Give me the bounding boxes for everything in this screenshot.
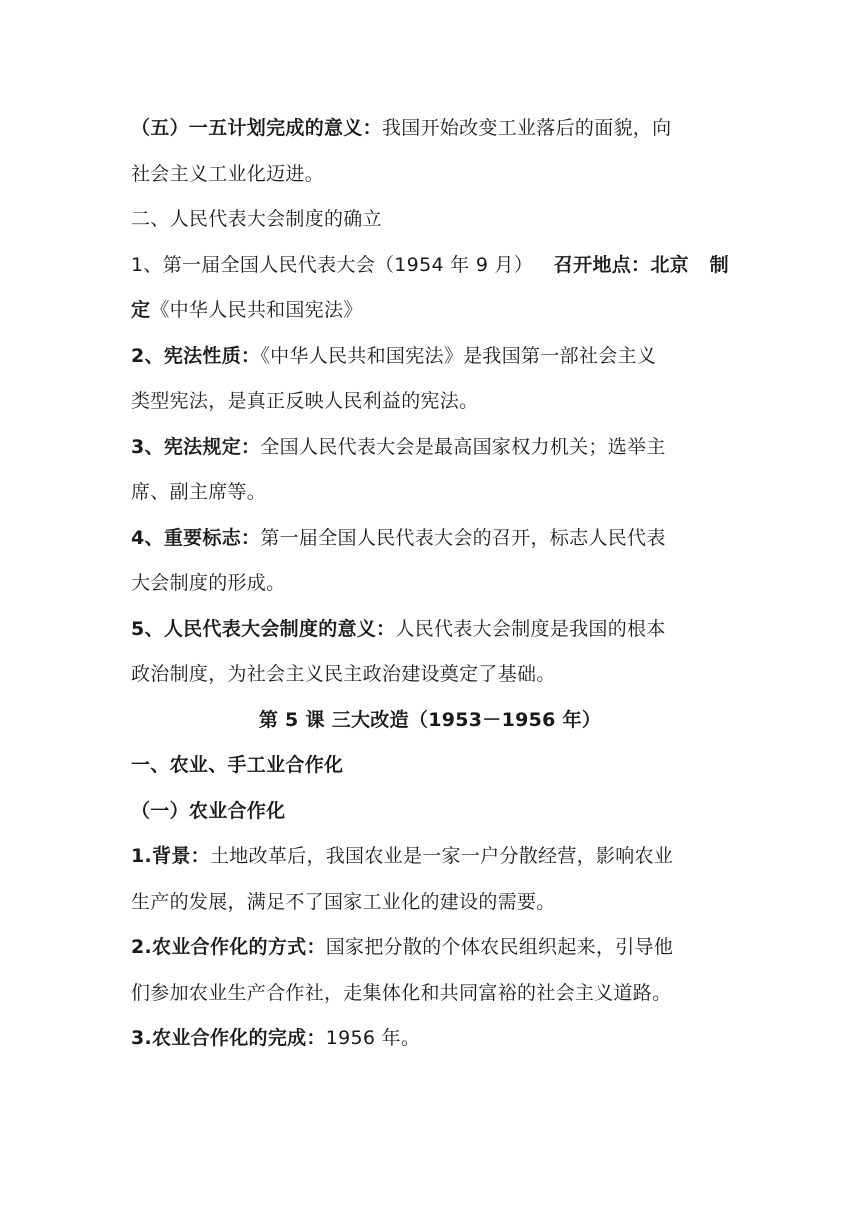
bold-heading: 3、宪法规定： [131,435,261,458]
paragraph-text: 《中华人民共和国宪法》是我国第一部社会主义 [260,344,657,367]
paragraph-line: 席、副主席等。 [131,481,267,503]
paragraph-line [131,607,729,653]
section-heading: 二、人民代表大会制度的确立 [131,208,382,230]
paragraph-text: 第一届全国人民代表大会的召开，标志人民代表 [260,526,666,549]
paragraph-line [131,1016,729,1062]
paragraph-line [131,425,729,471]
paragraph-line [131,516,729,562]
bold-heading: 定 [131,299,151,321]
bold-heading: 2.农业合作化的方式： [131,936,326,958]
paragraph-text: 《中华人民共和国宪法》 [150,299,363,321]
paragraph-line [131,925,729,971]
bold-heading: 1.背景： [131,845,210,867]
paragraph-line: 社会主义工业化迈进。 [131,162,325,185]
bold-heading: （五）一五计划完成的意义： [131,117,382,139]
paragraph-text: 我国开始改变工业落后的面貌，向 [381,117,672,139]
paragraph-text: 全国人民代表大会是最高国家权力机关；选举主 [260,435,666,458]
bold-heading: 5、人民代表大会制度的意义： [131,617,396,640]
subsection-heading: （一）农业合作化 [131,799,286,822]
bold-heading: 召开地点：北京 [553,253,689,276]
paragraph-text: 土地改革后，我国农业是一家一户分散经营，影响农业 [209,845,674,867]
paragraph-line: 大会制度的形成。 [131,572,286,594]
paragraph-text: 1956 年。 [325,1027,421,1049]
section-heading: 一、农业、手工业合作化 [131,754,344,776]
bold-heading: 4、重要标志： [131,526,261,549]
paragraph-line [131,106,729,152]
paragraph-line [131,834,729,880]
paragraph-line: 类型宪法，是真正反映人民利益的宪法。 [131,390,479,412]
lesson-title: 第 5 课 三大改造（1953－1956 年） [258,708,602,731]
bold-heading: 2、宪法性质： [131,344,261,367]
document-body [131,106,729,1062]
paragraph-line [131,288,729,334]
paragraph-text: 国家把分散的个体农民组织起来，引导他 [325,936,674,958]
paragraph-text: 人民代表大会制度是我国的根本 [395,617,666,640]
bold-heading: 3.农业合作化的完成： [131,1027,326,1049]
paragraph-text: 1、第一届全国人民代表大会（1954 年 9 月） [131,253,534,276]
paragraph-line: 生产的发展，满足不了国家工业化的建设的需要。 [131,890,556,913]
paragraph-line [131,334,729,380]
paragraph-line [131,243,729,289]
bold-heading: 制 [709,253,729,276]
paragraph-line: 们参加农业生产合作社，走集体化和共同富裕的社会主义道路。 [131,981,672,1004]
paragraph-line: 政治制度，为社会主义民主政治建设奠定了基础。 [131,663,556,685]
